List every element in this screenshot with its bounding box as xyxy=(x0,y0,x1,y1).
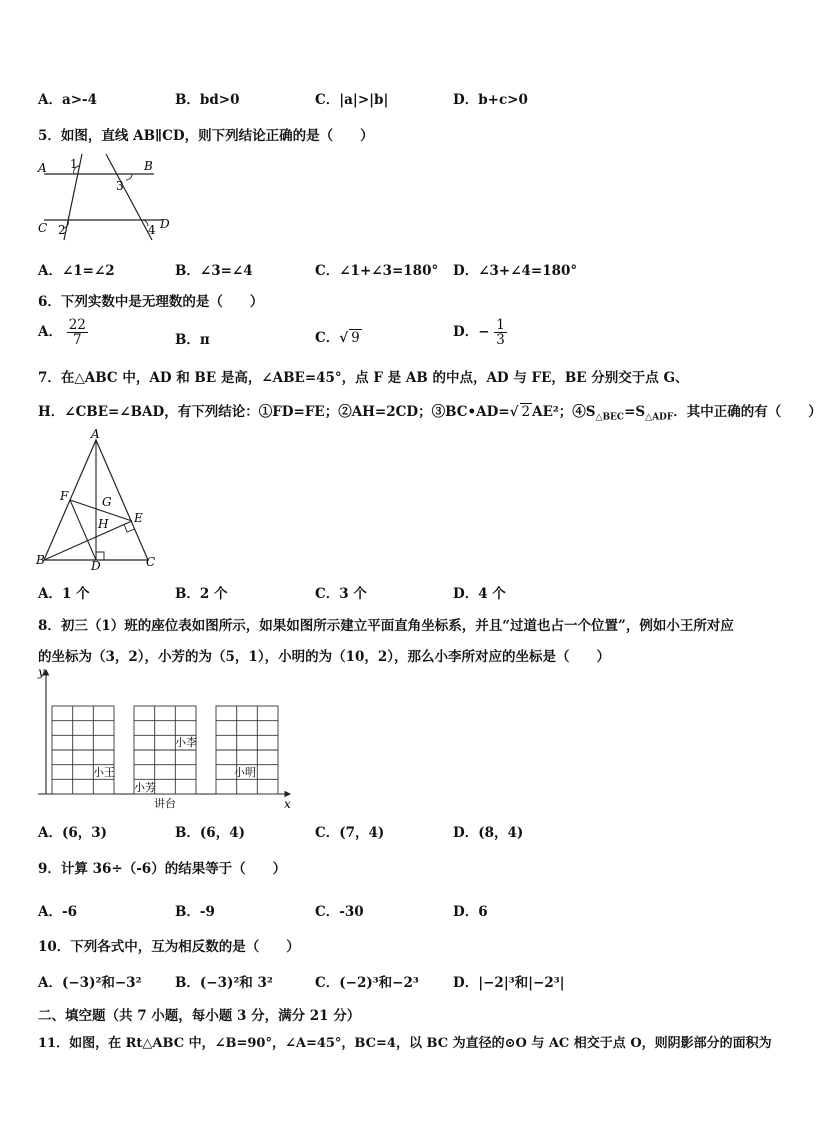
label-f: F xyxy=(60,489,69,503)
q10-option-c: C．(−2)³和−2³ xyxy=(315,975,419,991)
q7-option-d: D．4 个 xyxy=(453,586,506,602)
q6-option-d: D．− $\frac{1}{3}$ xyxy=(453,317,505,349)
q5-stem: 5．如图，直线 AB∥CD，则下列结论正确的是（ ） xyxy=(38,128,374,144)
label-c: C xyxy=(146,555,156,569)
q7-option-c: C．3 个 xyxy=(315,586,367,602)
q9-option-c: C．-30 xyxy=(315,904,364,920)
q7-stem-line2: H．∠CBE=∠BAD，有下列结论：①FD=FE；②AH=2CD；③BC•AD=√ 2 AE²；$④S_{\triangle BEC}=S_{\triangle ADF}$．其中正确的有（ ） xyxy=(38,404,822,423)
podium-label: 讲台 xyxy=(154,797,176,810)
axis-x-label: x xyxy=(284,797,291,811)
q4-option-c: C．|a|>|b| xyxy=(315,92,389,108)
seat-xiaowang: 小王 xyxy=(93,766,115,779)
q7-option-a: A．1 个 xyxy=(38,586,90,602)
seat-xiaofang: 小芳 xyxy=(134,781,156,794)
q10-options xyxy=(38,971,758,993)
q10-option-d: D．|−2|³和|−2³| xyxy=(453,975,565,991)
label-e: E xyxy=(134,511,143,525)
q6-stem: 6．下列实数中是无理数的是（ ） xyxy=(38,294,264,310)
q10-stem: 10．下列各式中，互为相反数的是（ ） xyxy=(38,939,300,955)
label-d: D xyxy=(91,559,101,573)
label-b: B xyxy=(36,553,45,567)
label-a: A xyxy=(38,161,47,175)
seat-xiaoli: 小李 xyxy=(175,736,197,749)
q5-option-b: B．∠3=∠4 xyxy=(175,263,253,279)
q7-options xyxy=(38,582,758,604)
angle-4: 4 xyxy=(148,223,156,237)
desk-group-left xyxy=(52,706,114,794)
q8-option-c: C．(7，4) xyxy=(315,825,385,841)
q11-stem: 11．如图，在 Rt△ABC 中，∠B=90°，∠A=45°，BC=4，以 BC 为直径的⊙O 与 AC 相交于点 O，则阴影部分的面积为 xyxy=(38,1036,772,1051)
q9-options xyxy=(38,900,758,922)
q8-option-d: D．(8，4) xyxy=(453,825,524,841)
q8-option-a: A．(6，3) xyxy=(38,825,108,841)
q4-option-b: B．bd>0 xyxy=(175,92,240,108)
q4-option-a: A．a>-4 xyxy=(38,92,98,108)
q6-options xyxy=(38,318,758,358)
label-h: H xyxy=(98,517,109,531)
q5-options xyxy=(38,259,758,281)
q6-option-b: B．π xyxy=(175,332,210,348)
label-g: G xyxy=(102,495,112,509)
desk-group-right xyxy=(216,706,278,794)
q5-option-a: A．∠1=∠2 xyxy=(38,263,115,279)
q9-stem: 9．计算 36÷（-6）的结果等于（ ） xyxy=(38,861,287,877)
q10-option-a: A．(−3)²和−3² xyxy=(38,975,142,991)
angle-1: 1 xyxy=(70,157,78,171)
q9-option-a: A．-6 xyxy=(38,904,77,920)
q4-option-d: D．b+c>0 xyxy=(453,92,528,108)
q7-option-b: B．2 个 xyxy=(175,586,228,602)
q8-option-b: B．(6，4) xyxy=(175,825,245,841)
q8-stem-line1: 8．初三（1）班的座位表如图所示，如果如图所示建立平面直角坐标系，并且“过道也占一个位置”，例如小王所对应 xyxy=(38,618,734,634)
q8-options xyxy=(38,821,758,843)
angle-2: 2 xyxy=(58,223,66,237)
q7-figure xyxy=(36,428,160,572)
q5-option-c: C．∠1+∠3=180° xyxy=(315,263,439,279)
q9-option-b: B．-9 xyxy=(175,904,215,920)
label-c: C xyxy=(38,221,48,235)
q8-seating-figure xyxy=(34,664,296,810)
segment-fd xyxy=(70,500,96,560)
angle-3: 3 xyxy=(116,179,124,193)
label-b: B xyxy=(144,159,153,173)
q10-option-b: B．(−3)²和 3² xyxy=(175,975,273,991)
q6-option-c: C．√ 9 xyxy=(315,330,360,346)
q9-option-d: D．6 xyxy=(453,904,488,920)
q4-options xyxy=(38,88,758,110)
q6-option-a: A． $\frac{22}{7}$ xyxy=(38,317,86,349)
q7-stem-line1: 7．在△ABC 中，AD 和 BE 是高，∠ABE=45°，点 F 是 AB 的中点，AD 与 FE，BE 分别交于点 G、 xyxy=(38,370,689,386)
q8-stem-line2: 的坐标为（3，2），小芳的为（5，1），小明的为（10，2），那么小李所对应的坐标是（ ） xyxy=(38,649,611,665)
seat-xiaoming: 小明 xyxy=(234,766,256,779)
fraction-1-3: $\frac{1}{3}$ xyxy=(496,317,505,349)
axis-y-label: y xyxy=(38,665,45,679)
label-a: A xyxy=(91,427,100,441)
label-d: D xyxy=(160,217,170,231)
q5-figure xyxy=(36,150,176,242)
q5-option-d: D．∠3+∠4=180° xyxy=(453,263,578,279)
section-2-heading: 二、填空题（共 7 小题，每小题 3 分，满分 21 分） xyxy=(38,1008,361,1024)
fraction-22-7: $\frac{22}{7}$ xyxy=(68,317,86,349)
